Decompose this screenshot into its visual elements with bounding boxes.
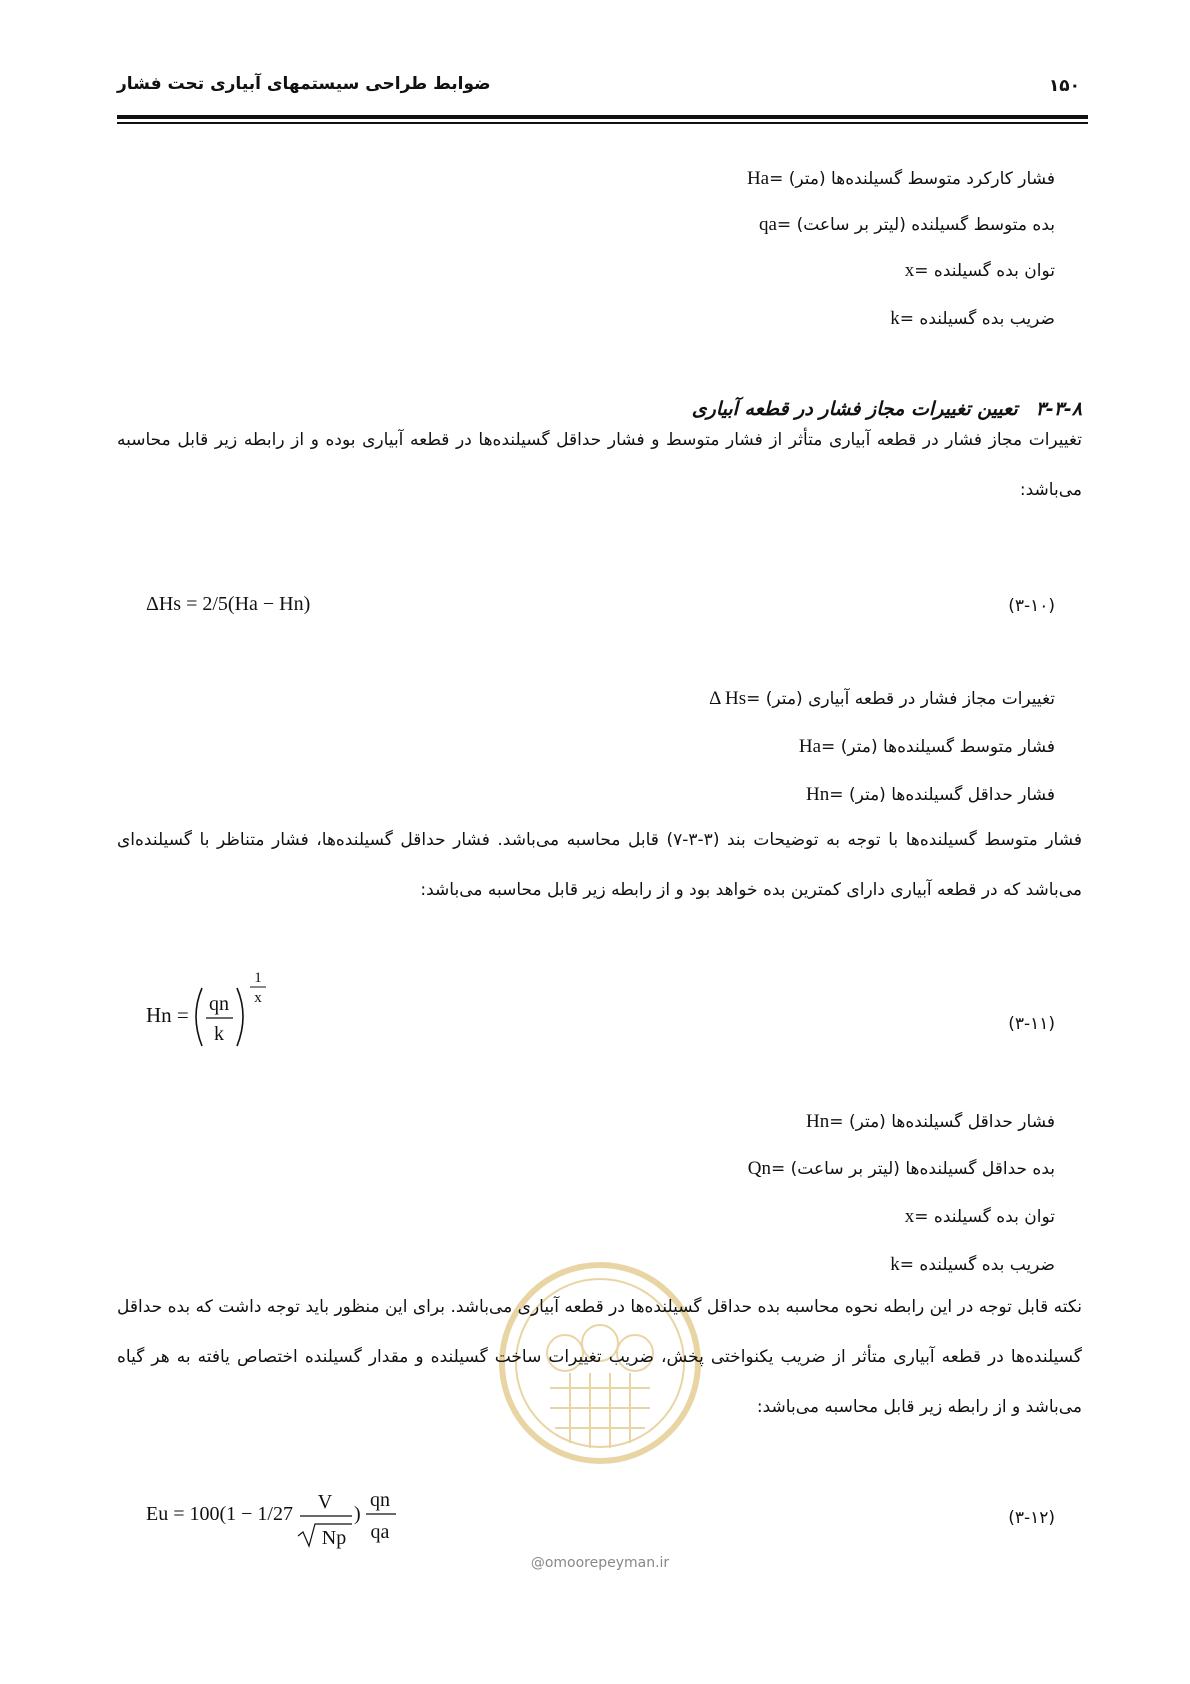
definition-x (899, 1204, 1055, 1230)
definition-text: = بده متوسط گسیلنده (لیتر بر ساعت) (776, 215, 1055, 235)
paragraph-note: نکته قابل توجه در این رابطه نحوه محاسبه بده حداقل گسیلنده‌ها در قطعه آبیاری می‌باشد. برای این منظور باید توجه داشت که بده حداقل گسیلنده‌ها در قطعه آبیاری متأثر از ضریب یکنواختی پخش، ضریب تغییرات ساخت گسیلنده و مقدار گسیلنده اختصاص یافته به هر گیاه می‌باشد و از رابطه زیر قابل محاسبه می‌باشد: (117, 1297, 1082, 1417)
eq11-denominator: k (214, 1023, 224, 1045)
definition-text: = فشار حداقل گسیلنده‌ها (متر) (829, 1112, 1055, 1132)
symbol: Hn (806, 1111, 830, 1132)
eq12-fraction2-denominator: qa (370, 1521, 390, 1543)
definition-text: = ضریب بده گسیلنده (899, 1255, 1055, 1275)
symbol: k (890, 1254, 900, 1275)
eq11-numerator: qn (209, 993, 229, 1015)
definition-text: = فشار حداقل گسیلنده‌ها (متر) (829, 785, 1055, 805)
definition-text: = فشار متوسط گسیلنده‌ها (متر) (821, 737, 1055, 757)
page-number: ۱۵۰ (1048, 76, 1080, 96)
eq11-right-paren (237, 988, 243, 1046)
symbol: Ha (746, 168, 770, 189)
symbol: Qn (747, 1158, 772, 1179)
section-number: ۳-۳-۸ (1035, 398, 1082, 420)
definition-hn (800, 1109, 1055, 1135)
definition-text: = فشار کارکرد متوسط گسیلنده‌ها (متر) (769, 169, 1055, 189)
eq12-close-paren: ) (354, 1503, 361, 1525)
equation-number-3-12: (۳-۱۲) (1008, 1508, 1055, 1528)
eq11-lhs: Hn = (146, 1003, 189, 1027)
definition-ha (793, 734, 1055, 760)
symbol: x (904, 1206, 915, 1227)
symbol: k (890, 308, 900, 329)
eq12-fraction1-numerator: V (317, 1491, 333, 1513)
eq11-left-paren (196, 988, 202, 1046)
equation-number-3-10: (۳-۱۰) (1008, 596, 1055, 616)
eq12-fraction2-numerator: qn (370, 1489, 390, 1511)
definition-ha (741, 166, 1055, 192)
definition-text: = ضریب بده گسیلنده (899, 309, 1055, 329)
equation-3-10: ΔHs = 2/5(Ha − Hn) (146, 593, 311, 615)
equation-number-3-11: (۳-۱۱) (1008, 1014, 1055, 1034)
symbol: qa (758, 214, 777, 235)
eq12-fraction1-denominator: Np (321, 1527, 347, 1549)
definition-hn (800, 782, 1055, 808)
definition-k (884, 306, 1055, 332)
equation-3-12 (140, 1480, 440, 1570)
header-rule-thin (117, 122, 1088, 124)
symbol: x (904, 260, 915, 281)
symbol: Δ Hs (709, 688, 747, 709)
watermark-url: @omoorepeyman.ir (530, 1555, 670, 1571)
definition-text: = تغییرات مجاز فشار در قطعه آبیاری (متر) (746, 689, 1055, 709)
definition-k (884, 1252, 1055, 1278)
eq11-exponent-numerator: 1 (254, 970, 262, 986)
equation-3-11 (140, 960, 310, 1070)
definition-qn (742, 1156, 1055, 1182)
paragraph-intro: تغییرات مجاز فشار در قطعه آبیاری متأثر از فشار متوسط و فشار حداقل گسیلنده‌ها در قطعه آبیاری بوده و از رابطه زیر قابل محاسبه می‌باشد: (117, 430, 1082, 500)
eq11-exponent-denominator: x (254, 990, 262, 1006)
definition-qa (753, 212, 1055, 238)
definition-text: = توان بده گسیلنده (914, 1207, 1055, 1227)
paragraph-min-pressure: فشار متوسط گسیلنده‌ها با توجه به توضیحات بند (۳-۳-۷) قابل محاسبه می‌باشد. فشار حداقل گسیلنده‌ها، فشار متناظر با گسیلنده‌ای می‌باشد که در قطعه آبیاری دارای کمترین بده خواهد بود و از رابطه زیر قابل محاسبه می‌باشد: (117, 830, 1082, 900)
definition-text: = بده حداقل گسیلنده‌ها (لیتر بر ساعت) (771, 1159, 1055, 1179)
symbol: Hn (806, 784, 830, 805)
eq12-lhs: Eu = 100(1 − 1/27 (146, 1503, 293, 1525)
section-title: تعیین تغییرات مجاز فشار در قطعه آبیاری (691, 398, 1018, 420)
definition-text: = توان بده گسیلنده (914, 261, 1055, 281)
running-header-title: ضوابط طراحی سیستمهای آبیاری تحت فشار (117, 74, 491, 94)
definition-x (899, 258, 1055, 284)
symbol: Ha (798, 736, 822, 757)
definition-delta-hs (703, 686, 1055, 712)
header-rule-thick (117, 115, 1088, 119)
